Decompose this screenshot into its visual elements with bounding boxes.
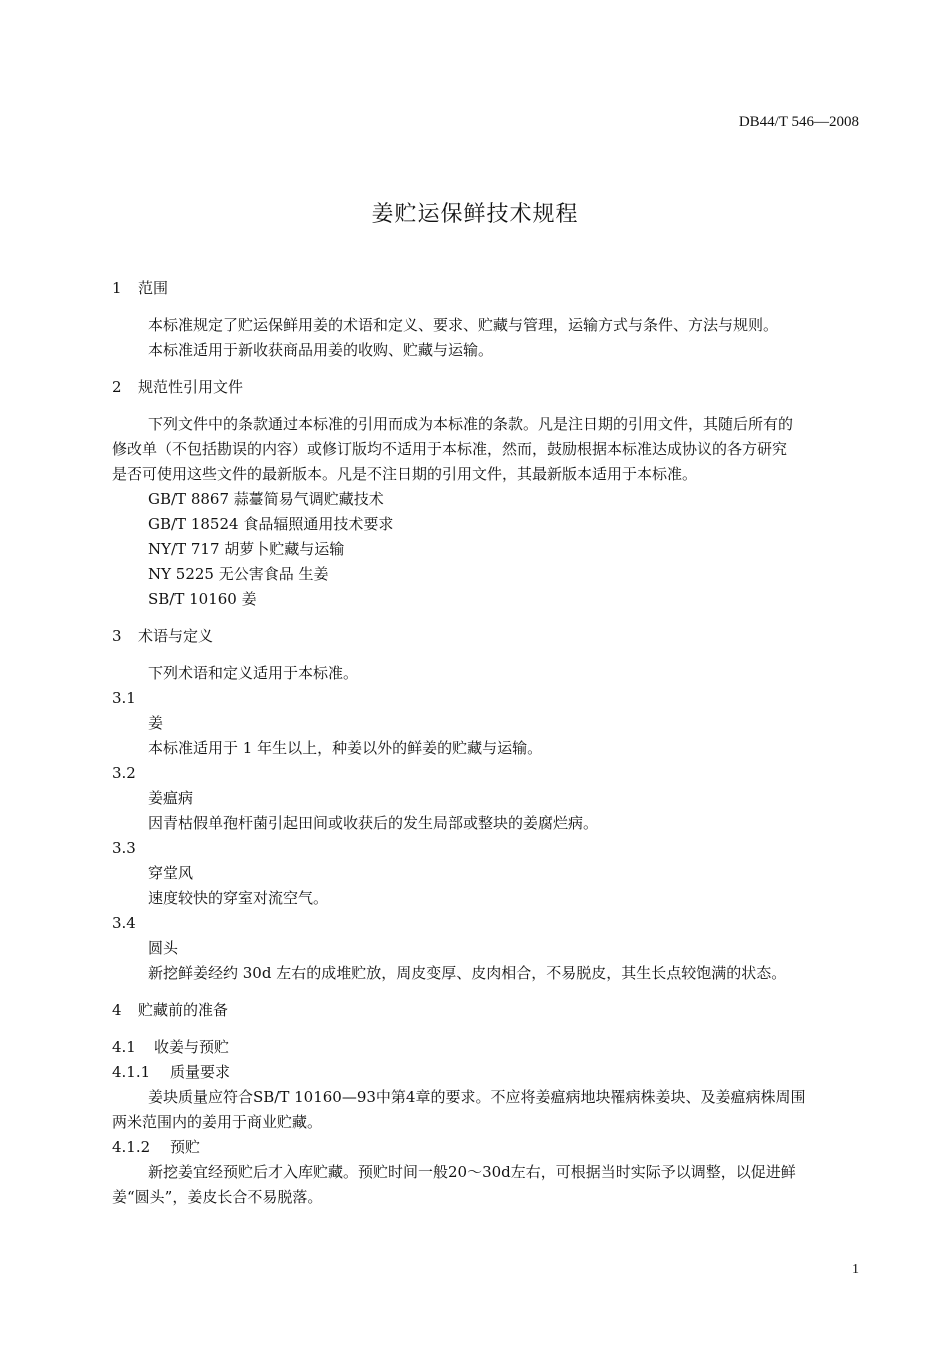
page-number: 1 xyxy=(852,1262,859,1277)
subsection-4-1-1-heading xyxy=(112,1060,860,1085)
subsection-title: 收姜与预贮 xyxy=(154,1038,230,1056)
paragraph-line: 姜“圆头”，姜皮长合不易脱落。 xyxy=(112,1188,323,1206)
subsection-4-1-heading xyxy=(112,1035,860,1060)
paragraph: 下列术语和定义适用于本标准。 xyxy=(148,664,359,682)
term-entry xyxy=(112,761,860,836)
section-number: 3 xyxy=(112,627,122,645)
subsection-number: 4.1.1 xyxy=(112,1063,151,1081)
section-number: 2 xyxy=(112,378,122,396)
reference-item: GB/T 8867 蒜薹简易气调贮藏技术 xyxy=(148,490,384,508)
section-number: 4 xyxy=(112,1001,122,1019)
paragraph: 本标准适用于新收获商品用姜的收购、贮藏与运输。 xyxy=(148,341,494,359)
reference-item: SB/T 10160 姜 xyxy=(148,590,257,608)
term-entry xyxy=(112,911,860,986)
paragraph: 本标准规定了贮运保鲜用姜的术语和定义、要求、贮藏与管理，运输方式与条件、方法与规则。 xyxy=(148,316,779,334)
section-2-heading xyxy=(112,375,860,400)
paragraph-line: 两米范围内的姜用于商业贮藏。 xyxy=(112,1113,323,1131)
subsection-4-1-2-heading xyxy=(112,1135,860,1160)
subsection-number: 4.1 xyxy=(112,1038,136,1056)
term-definition: 因青枯假单孢杆菌引起田间或收获后的发生局部或整块的姜腐烂病。 xyxy=(148,814,599,832)
document-body xyxy=(112,276,860,1210)
term-definition: 本标准适用于 1 年生以上，种姜以外的鲜姜的贮藏与运输。 xyxy=(148,739,543,757)
term-definition: 速度较快的穿室对流空气。 xyxy=(148,889,329,907)
paragraph-line: 下列文件中的条款通过本标准的引用而成为本标准的条款。凡是注日期的引用文件，其随后所有的 xyxy=(148,415,794,433)
section-title: 贮藏前的准备 xyxy=(138,1001,229,1019)
paragraph-line: 新挖姜宜经预贮后才入库贮藏。预贮时间一般20～30d左右，可根据当时实际予以调整，以促进鲜 xyxy=(148,1163,796,1181)
term-number: 3.3 xyxy=(112,839,136,857)
paragraph-line: 姜块质量应符合SB/T 10160—93中第4章的要求。不应将姜瘟病地块罹病株姜块、及姜瘟病株周围 xyxy=(148,1088,806,1106)
term-name: 姜 xyxy=(148,714,164,732)
section-1-heading xyxy=(112,276,860,301)
term-number: 3.2 xyxy=(112,764,136,782)
term-entry xyxy=(112,686,860,761)
term-number: 3.1 xyxy=(112,689,136,707)
term-number: 3.4 xyxy=(112,914,136,932)
paragraph-line: 修改单（不包括勘误的内容）或修订版均不适用于本标准，然而，鼓励根据本标准达成协议的各方研究 xyxy=(112,440,788,458)
document-code: DB44/T 546—2008 xyxy=(738,114,859,130)
term-name: 圆头 xyxy=(148,939,179,957)
section-3-heading xyxy=(112,624,860,649)
section-number: 1 xyxy=(112,279,122,297)
term-entry xyxy=(112,836,860,911)
section-title: 规范性引用文件 xyxy=(138,378,244,396)
term-name: 穿堂风 xyxy=(148,864,194,882)
reference-item: GB/T 18524 食品辐照通用技术要求 xyxy=(148,515,394,533)
subsection-number: 4.1.2 xyxy=(112,1138,151,1156)
term-name: 姜瘟病 xyxy=(148,789,194,807)
reference-item: NY/T 717 胡萝卜贮藏与运输 xyxy=(148,540,345,558)
section-title: 术语与定义 xyxy=(138,627,214,645)
document-title: 姜贮运保鲜技术规程 xyxy=(371,202,579,227)
subsection-title: 质量要求 xyxy=(170,1063,231,1081)
subsection-title: 预贮 xyxy=(170,1138,201,1156)
section-title: 范围 xyxy=(138,279,169,297)
section-4-heading xyxy=(112,998,860,1023)
paragraph-line: 是否可使用这些文件的最新版本。凡是不注日期的引用文件，其最新版本适用于本标准。 xyxy=(112,465,698,483)
reference-item: NY 5225 无公害食品 生姜 xyxy=(148,565,329,583)
normative-references-list xyxy=(112,487,860,612)
term-definition: 新挖鲜姜经约 30d 左右的成堆贮放，周皮变厚、皮肉相合，不易脱皮，其生长点较饱满的状态。 xyxy=(148,964,787,982)
